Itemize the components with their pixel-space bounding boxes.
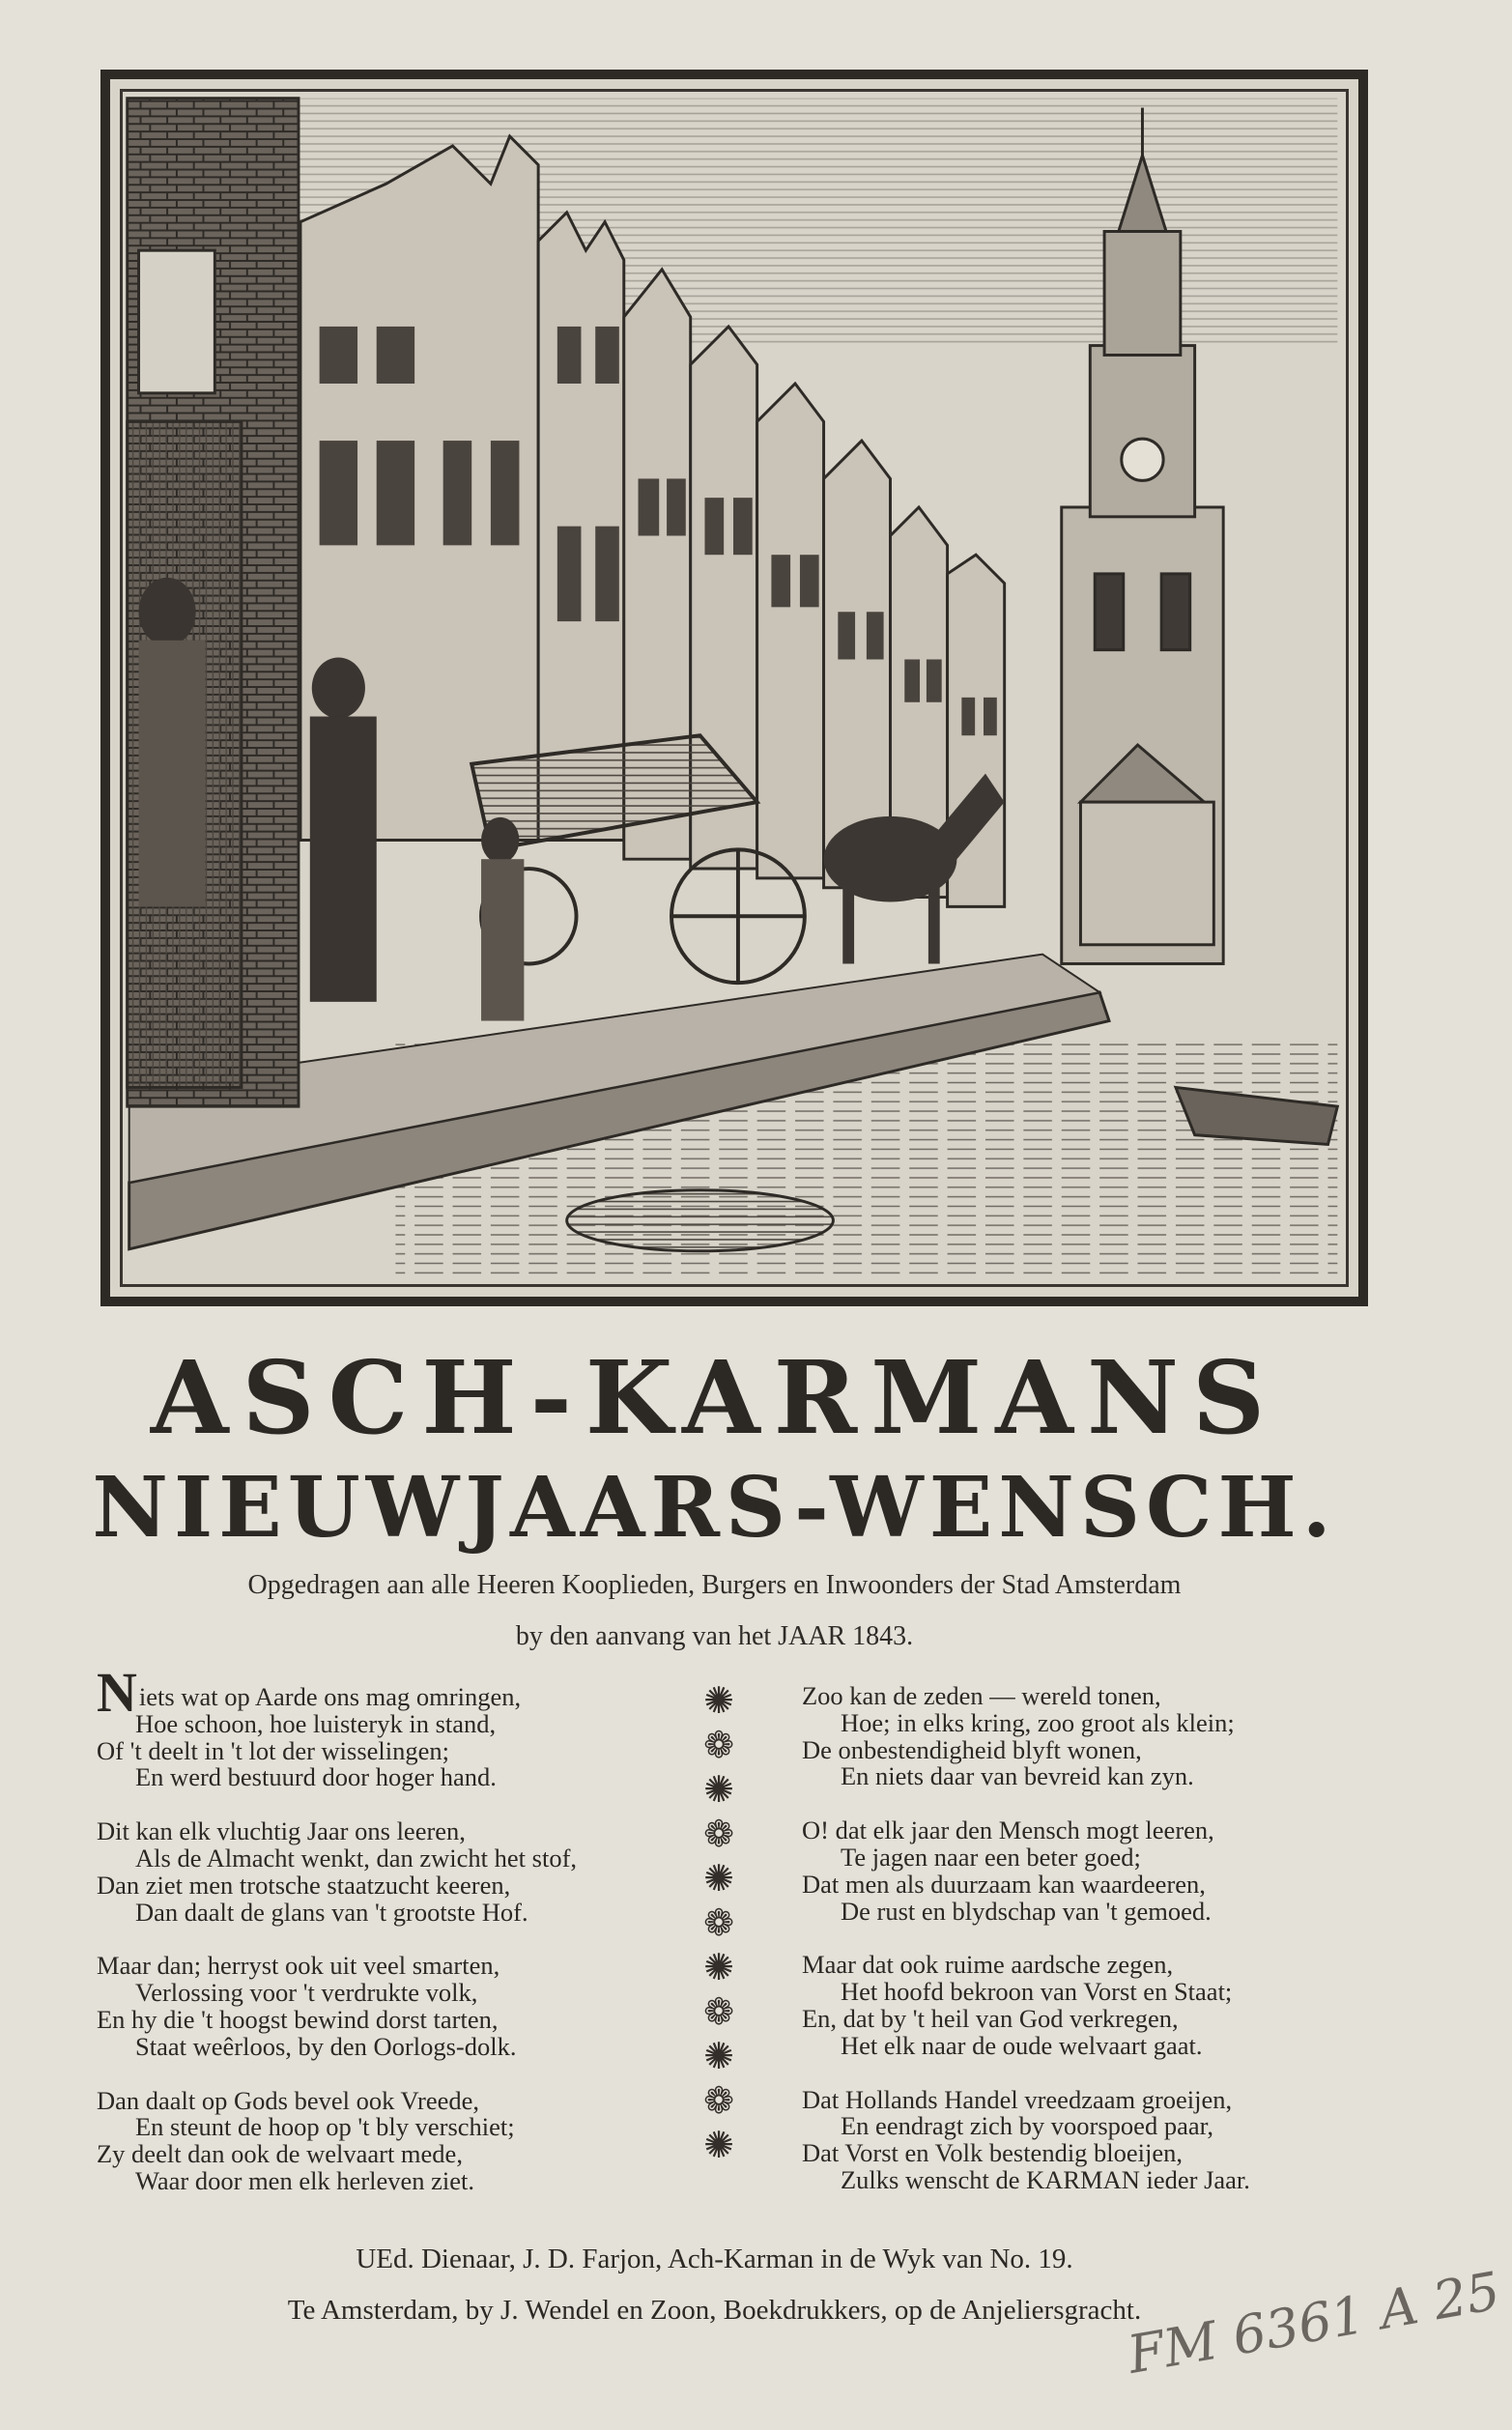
poem-line: Dat men als duurzaam kan waardeeren, [802,1869,1206,1899]
poem-line: Hoe; in elks kring, zoo groot als klein; [841,1707,1235,1737]
poem-line: De onbestendigheid blyft wonen, [802,1734,1142,1764]
poem-right-column [802,1683,1372,2221]
poem-line: Waar door men elk herleven ziet. [135,2165,475,2195]
poem-line: Het hoofd bekroon van Vorst en Staat; [841,1977,1233,2007]
flower-ornament-icon: ✺ [703,2035,734,2077]
poem-line: Het elk naar de oude welvaart gaat. [841,2030,1203,2060]
poem-stanza [802,1683,1372,1790]
signature-line: UEd. Dienaar, J. D. Farjon, Ach-Karman in de Wyk van No. 19. [356,2244,1073,2274]
ornament-column [688,1681,750,2170]
flower-ornament-icon: ✺ [703,1768,734,1811]
poem-line: O! dat elk jaar den Mensch mogt leeren, [802,1815,1214,1845]
poem-line: Staat weêrloos, by den Oorlogs-dolk. [135,2031,517,2061]
poem-line: En steunt de hoop op 't bly verschiet; [135,2112,515,2142]
poem-stanza [97,2085,667,2195]
poem-line: Dat Hollands Handel vreedzaam groeijen, [802,2084,1233,2114]
poem-line: Zoo kan de zeden — wereld tonen, [802,1681,1161,1710]
poem-line: Dan daalt de glans van 't grootste Hof. [135,1897,528,1927]
poem-line: En eendragt zich by voorspoed paar, [841,2111,1213,2141]
poem-line: Zy deelt dan ook de welvaart mede, [97,2139,463,2169]
poem-line: En hy die 't hoogst bewind dorst tarten, [97,2004,499,2034]
flower-ornament-icon: ❁ [703,1901,734,1944]
poem-line: En, dat by 't heil van God verkregen, [802,2003,1179,2033]
poem-line: Hoe schoon, hoe luisteryk in stand, [135,1708,497,1738]
flower-ornament-icon: ✺ [703,2124,734,2166]
canal-street-scene [110,79,1358,1297]
title-line-1: ASCH-KARMANS [150,1338,1279,1457]
poem-line: En werd bestuurd door hoger hand. [135,1762,497,1792]
poem-line: Dan ziet men trotsche staatzucht keeren, [97,1870,511,1900]
drop-cap: N [97,1661,137,1724]
title-line-2: NIEUWJAARS-WENSCH. [92,1459,1337,1557]
flower-ornament-icon: ❁ [703,1990,734,2033]
flower-ornament-icon: ✺ [703,1857,734,1900]
dedication-line: Opgedragen aan alle Heeren Kooplieden, Burgers en Inwoonders der Stad Amsterdam [247,1570,1182,1600]
archive-pencil-mark: FM 6361 A 25 [1123,2260,1505,2386]
poem-stanza [802,1817,1372,1925]
flower-ornament-icon: ❁ [703,2079,734,2122]
poem-line: Als de Almacht wenkt, dan zwicht het stof, [135,1843,578,1873]
poem-stanza [97,1953,667,2060]
year-line: by den aanvang van het JAAR 1843. [515,1621,914,1651]
poem-line: Dan daalt op Gods bevel ook Vreede, [97,2085,480,2115]
poem-line: De rust en blydschap van 't gemoed. [841,1896,1212,1926]
flower-ornament-icon: ✺ [703,1679,734,1722]
poem-line: Maar dat ook ruime aardsche zegen, [802,1950,1174,1980]
poem-left-column [97,1661,667,2222]
poem-line: Of 't deelt in 't lot der wisselingen; [97,1735,450,1765]
flower-ornament-icon: ✺ [703,1946,734,1988]
poem-line: En niets daar van bevreid kan zyn. [841,1761,1194,1791]
poem-stanza [802,2084,1372,2194]
poem-stanza [97,1661,667,1792]
woodcut-illustration [100,70,1368,1306]
poem-line: Dat Vorst en Volk bestendig bloeijen, [802,2138,1184,2168]
poem-line: Verlossing voor 't verdrukte volk, [135,1978,478,2008]
poem-line: Dit kan elk vluchtig Jaar ons leeren, [97,1816,466,1846]
poem-stanza [97,1818,667,1926]
poem-line: Zulks wenscht de KARMAN ieder Jaar. [841,2164,1250,2194]
flower-ornament-icon: ❁ [703,1724,734,1766]
printer-imprint: Te Amsterdam, by J. Wendel en Zoon, Boekdrukkers, op de Anjeliersgracht. [287,2295,1142,2326]
poem-line: Niets wat op Aarde ons mag omringen, [97,1661,522,1724]
poem-line: Maar dan; herryst ook uit veel smarten, [97,1951,500,1981]
poem-stanza [802,1952,1372,2059]
flower-ornament-icon: ❁ [703,1813,734,1855]
poem-line: Te jagen naar een beter goed; [841,1842,1141,1872]
